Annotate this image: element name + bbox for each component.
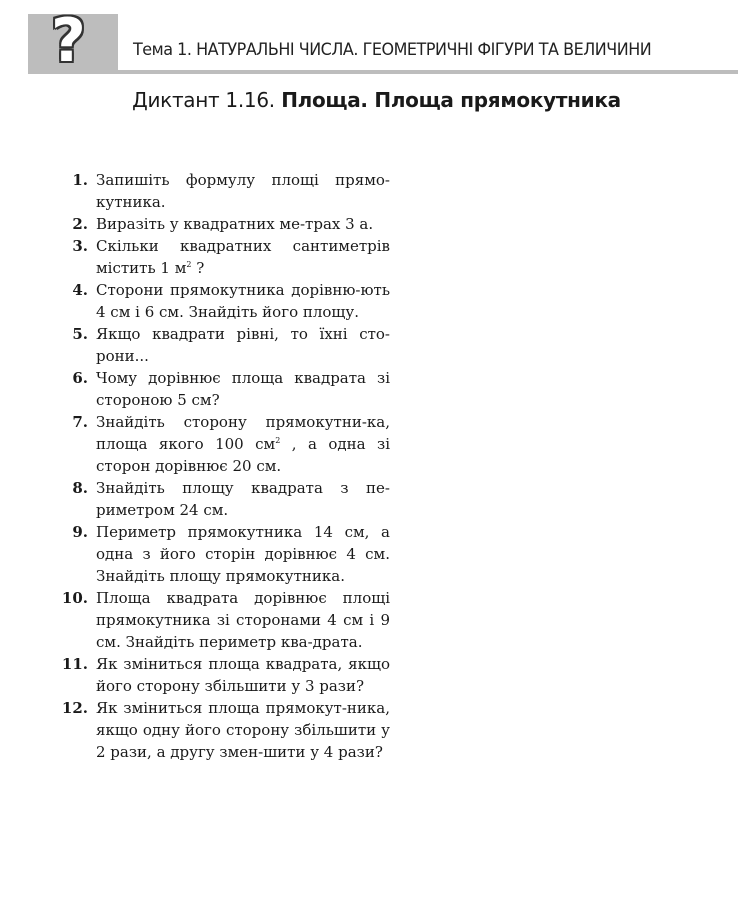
task-number: 8. [72,479,88,497]
task-text [96,411,390,477]
task-number: 1. [72,171,88,189]
superscript: 2 [275,436,281,445]
task-number: 7. [72,413,88,431]
task-number: 5. [72,325,88,343]
dictation-topic: Площа. Площа прямокутника [281,88,621,112]
task-item [56,587,390,653]
task-item [56,477,390,521]
task-item [56,169,390,213]
question-mark-icon: ? [51,6,86,76]
task-item [56,235,390,279]
task-item [56,323,390,367]
task-item [56,653,390,697]
task-number: 3. [72,237,88,255]
task-item [56,367,390,411]
task-number: 4. [72,281,88,299]
task-item [56,213,390,235]
task-text-part: , а одна зі сторон дорівнює 20 см. [96,435,390,475]
task-text: Виразіть у квадратних ме-трах 3 а. [96,215,374,233]
task-text: Як зміниться площа прямокут-ника, якщо одну його сторону збільшити у 2 рази, а другу змен-шити у 4 рази? [96,699,390,761]
task-text-part: Знайдіть сторону прямокутни-ка, площа якого 100 см [96,413,390,453]
task-number: 12. [61,699,88,717]
task-number: 11. [61,655,88,673]
task-text: Запишіть формулу площі прямо-кутника. [96,171,390,211]
task-text: Чому дорівнює площа квадрата зі стороною 5 см? [96,369,390,409]
task-text-part: ? [191,259,205,277]
task-text-part: Скільки квадратних сантиметрів містить 1 м [96,237,390,277]
task-text: Як зміниться площа квадрата, якщо його сторону збільшити у 3 рази? [96,655,390,695]
task-item [56,697,390,763]
task-number: 9. [72,523,88,541]
superscript: 2 [186,260,192,269]
task-item [56,411,390,477]
task-item [56,521,390,587]
chapter-title: Тема 1. НАТУРАЛЬНІ ЧИСЛА. ГЕОМЕТРИЧНІ ФІГУРИ ТА ВЕЛИЧИНИ [133,40,652,60]
task-item [56,279,390,323]
task-number: 10. [61,589,88,607]
task-text: Якщо квадрати рівні, то їхні сто-рони... [96,325,390,365]
task-list [56,169,390,763]
task-text: Периметр прямокутника 14 см, а одна з його сторін дорівнює 4 см. Знайдіть площу прямокутника. [96,523,390,585]
dictation-title [0,88,753,112]
task-text: Знайдіть площу квадрата з пе-риметром 24 см. [96,479,390,519]
header-divider [118,70,738,74]
task-text [96,235,390,279]
task-number: 2. [72,215,88,233]
task-number: 6. [72,369,88,387]
dictation-label: Диктант 1.16. [132,88,275,112]
task-text: Сторони прямокутника дорівню-ють 4 см і 6 см. Знайдіть його площу. [96,281,390,321]
task-text: Площа квадрата дорівнює площі прямокутника зі сторонами 4 см і 9 см. Знайдіть периметр ква-драта. [96,589,390,651]
